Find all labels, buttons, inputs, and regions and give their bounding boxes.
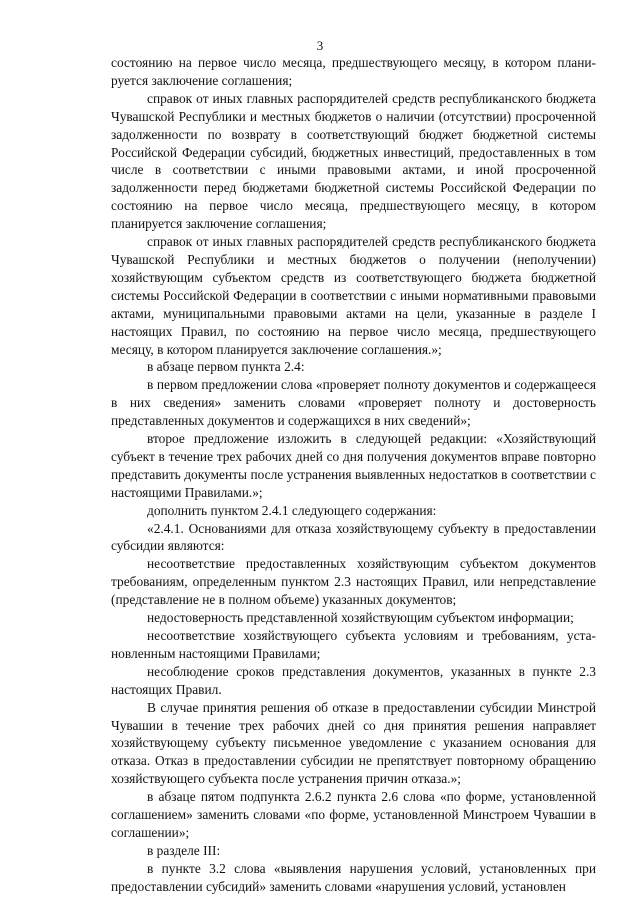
paragraph: в абзаце первом пункта 2.4: bbox=[147, 359, 305, 375]
paragraph: В случае принятия решения об отказе в предоставлении субсидии Минстрой Чувашии в течение трех рабочих дней со дня принятия решения направляет хозяйствующему субъекту письменное уведомление с указанием основания для отказа. Отказ в предоставлении субсидии не препятствует повторному обращению хозяйствующего субъекта после устранения причин отказа.»; bbox=[111, 699, 596, 787]
paragraph: справок от иных главных распорядителей средств республиканского бюджета Чувашской Республики и местных бюджетов о получении (неполучении) хозяйствующим субъектом средств из соответствующего бюджета бюджетной системы Российской Федерации в соответствии с иными нормативными правовыми актами, муниципальными правовыми актами на цели, указанные в разделе I настоящих Правил, по состоянию на первое число месяца, предшествующего месяцу, в котором планируется заключение соглашения.»; bbox=[111, 234, 596, 357]
document-body bbox=[111, 54, 596, 896]
page-number: 3 bbox=[316, 38, 324, 53]
paragraph: в абзаце пятом подпункта 2.6.2 пункта 2.6 слова «по форме, установленной соглашением» заменить словами «по форме, установленной Минстроем Чувашии в соглашении»; bbox=[111, 789, 596, 840]
paragraph: дополнить пунктом 2.4.1 следующего содержания: bbox=[147, 502, 437, 518]
paragraph: в разделе III: bbox=[147, 842, 221, 858]
paragraph: «2.4.1. Основаниями для отказа хозяйствующему субъекту в предоставлении субсидии являются: bbox=[111, 520, 596, 554]
paragraph: в пункте 3.2 слова «выявления нарушения условий, установленных при предоставлении субсидий» заменить словами «нарушения условий, установлен bbox=[111, 860, 596, 894]
paragraph: недостоверность представленной хозяйствующим субъектом информации; bbox=[147, 610, 574, 626]
paragraph: второе предложение изложить в следующей редакции: «Хозяйствующий субъект в течение трех рабочих дней со дня получения документов вправе повторно представить документы после устранения выявленных недостатков в соответствии с настоящими Правилами.»; bbox=[111, 431, 596, 500]
paragraph: состоянию на первое число месяца, предшествующего месяцу, в котором планируется заключение соглашения; bbox=[111, 55, 596, 88]
paragraph: несоответствие хозяйствующего субъекта условиям и требованиям, установленным настоящими Правилами; bbox=[111, 628, 596, 661]
paragraph: несоблюдение сроков представления документов, указанных в пункте 2.3 настоящих Правил. bbox=[111, 663, 596, 697]
paragraph: справок от иных главных распорядителей средств республиканского бюджета Чувашской Республики и местных бюджетов о наличии (отсутствии) просроченной задолженности по возврату в соответствующий бюджет бюджетной системы Российской Федерации субсидий, бюджетных инвестиций, предоставленных в том числе в соответствии с иными правовыми актами, и иной просроченной задолженности перед бюджетами бюджетной системы Российской Федерации по состоянию на первое число месяца, предшествующего месяцу, в котором планируется заключение соглашения; bbox=[111, 90, 596, 232]
paragraph: несоответствие предоставленных хозяйствующим субъектом документов требованиям, определенным пунктом 2.3 настоящих Правил, или непредставление (представление не в полном объеме) указанных документов; bbox=[111, 556, 596, 608]
paragraph: в первом предложении слова «проверяет полноту документов и содержащееся в них сведения» заменить словами «проверяет полноту и достоверность представленных документов и содержащихся в них сведений»; bbox=[111, 377, 596, 429]
